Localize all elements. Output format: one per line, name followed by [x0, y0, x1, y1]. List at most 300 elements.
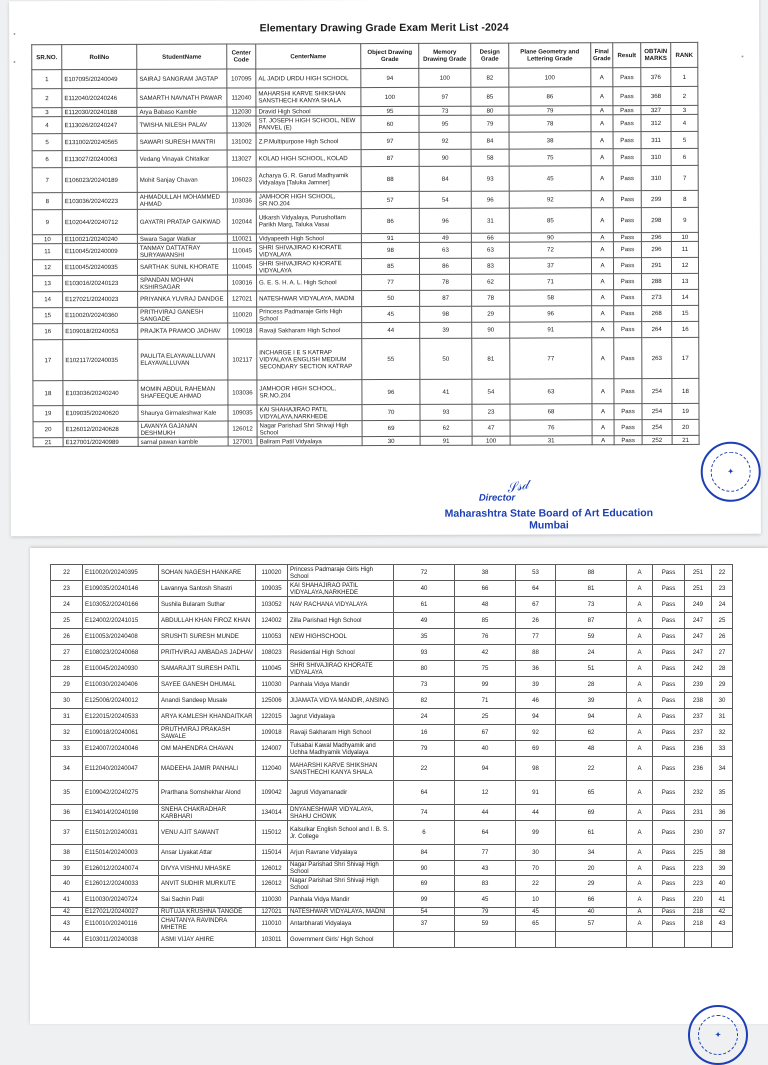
- cell-rank: 5: [671, 131, 698, 148]
- cell-rank: 43: [712, 916, 733, 932]
- table-row: [51, 932, 733, 948]
- cell-srno: 5: [32, 134, 62, 151]
- cell-rank: 34: [712, 757, 733, 781]
- cell-rank: 32: [712, 725, 733, 741]
- cell-obtain-marks: 249: [685, 597, 712, 613]
- merit-table-top: [31, 42, 699, 447]
- cell-rollno: E102044/20240712: [62, 209, 137, 234]
- cell-obtain-marks: 254: [642, 378, 672, 403]
- cell-final-grade: A: [627, 876, 653, 892]
- cell-center-code: 134014: [256, 805, 288, 821]
- cell-obtain-marks: 232: [685, 781, 712, 805]
- cell-plane-geometry: 63: [510, 379, 592, 404]
- cell-center-name: ST. JOSEPH HIGH SCHOOL, NEW PANVEL (E): [256, 116, 361, 133]
- cell-rank: 15: [672, 305, 699, 321]
- table-body-bottom: [51, 565, 733, 948]
- cell-center-code: 110053: [256, 629, 288, 645]
- table-body-top: [32, 67, 699, 446]
- cell-rank: 35: [712, 781, 733, 805]
- cell-center-code: 115012: [256, 821, 288, 845]
- table-row: [51, 805, 733, 821]
- cell-srno: 21: [33, 438, 63, 447]
- cell-center-code: 126012: [256, 861, 288, 876]
- cell-rank: 26: [712, 629, 733, 645]
- cell-object-drawing: [394, 932, 455, 948]
- table-row: [33, 378, 699, 405]
- cell-center-code: 110045: [227, 243, 256, 259]
- cell-final-grade: A: [627, 725, 653, 741]
- cell-rollno: E122015/20240533: [83, 709, 159, 725]
- table-row: [32, 165, 698, 192]
- cell-student-name: SAMARAJIT SURESH PATIL: [159, 661, 256, 677]
- cell-student-name: PRAJKTA PRAMOD JADHAV: [138, 323, 228, 339]
- cell-plane-geometry: [556, 932, 627, 948]
- cell-result: Pass: [614, 436, 642, 445]
- cell-object-drawing: 97: [361, 132, 419, 149]
- cell-result: Pass: [653, 861, 685, 876]
- cell-rank: 38: [712, 845, 733, 861]
- cell-center-code: 110021: [227, 234, 256, 243]
- margin-mark: •: [741, 53, 744, 61]
- cell-memory-drawing: 100: [419, 68, 471, 87]
- cell-memory-drawing: 85: [455, 613, 516, 629]
- cell-rank: 28: [712, 661, 733, 677]
- cell-rank: 1: [671, 67, 698, 86]
- cell-center-name: Vidyapeeth High School: [256, 234, 361, 243]
- table-row: [51, 693, 733, 709]
- cell-student-name: ABDULLAH KHAN FIROZ KHAN: [159, 613, 256, 629]
- cell-design: 45: [516, 908, 556, 916]
- cell-design: 67: [516, 597, 556, 613]
- cell-center-name: NAV RACHANA VIDYALAYA: [288, 597, 394, 613]
- cell-final-grade: A: [627, 613, 653, 629]
- cell-student-name: SARTHAK SUNIL KHORATE: [137, 259, 227, 275]
- cell-student-name: TANMAY DATTATRAY SURYAWANSHI: [137, 243, 227, 259]
- cell-plane-geometry: 29: [556, 876, 627, 892]
- cell-student-name: SPANDAN MOHAN KSHIRSAGAR: [138, 275, 228, 291]
- cell-srno: 2: [32, 89, 62, 108]
- cell-rank: 6: [671, 148, 698, 165]
- cell-obtain-marks: 327: [641, 106, 671, 115]
- cell-result: Pass: [653, 725, 685, 741]
- cell-plane-geometry: 81: [556, 581, 627, 597]
- cell-design: 100: [472, 436, 510, 445]
- cell-final-grade: A: [591, 233, 613, 242]
- col-header-plane-geometry: Plane Geometry and Lettering Grade: [509, 43, 591, 68]
- col-header-rank: RANK: [671, 42, 698, 67]
- cell-obtain-marks: 299: [641, 191, 671, 208]
- cell-plane-geometry: 86: [509, 87, 591, 106]
- cell-result: Pass: [653, 645, 685, 661]
- cell-plane-geometry: 20: [556, 861, 627, 876]
- cell-final-grade: A: [627, 597, 653, 613]
- cell-design: 29: [472, 306, 510, 322]
- cell-center-name: Ravaji Sakharam High School: [288, 725, 394, 741]
- cell-design: 36: [516, 661, 556, 677]
- cell-srno: 26: [51, 629, 83, 645]
- cell-plane-geometry: 58: [510, 290, 592, 306]
- cell-obtain-marks: 368: [641, 87, 671, 106]
- cell-srno: 12: [32, 260, 62, 276]
- cell-final-grade: A: [627, 565, 653, 581]
- cell-srno: 27: [51, 645, 83, 661]
- cell-obtain-marks: 251: [685, 565, 712, 581]
- table-row: [32, 86, 698, 107]
- cell-final-grade: A: [627, 916, 653, 932]
- cell-center-name: Nagar Parishad Shri Shivaji High School: [257, 421, 362, 437]
- cell-memory-drawing: 99: [455, 677, 516, 693]
- cell-rank: 42: [712, 908, 733, 916]
- cell-plane-geometry: 100: [509, 68, 591, 87]
- cell-srno: 11: [32, 244, 62, 260]
- cell-object-drawing: 84: [394, 845, 455, 861]
- cell-center-code: 106023: [227, 167, 256, 192]
- cell-rollno: E131002/20240565: [62, 133, 137, 150]
- cell-plane-geometry: 38: [509, 132, 591, 149]
- cell-object-drawing: 80: [394, 661, 455, 677]
- cell-object-drawing: 96: [362, 379, 420, 404]
- cell-rollno: E112040/20240246: [62, 88, 137, 107]
- cell-result: Pass: [653, 805, 685, 821]
- cell-result: Pass: [613, 68, 641, 87]
- col-header-memory-drawing: Memory Drawing Grade: [419, 43, 471, 68]
- cell-center-code: 103036: [227, 192, 256, 209]
- cell-student-name: MADEEHA JAMIR PANHALI: [159, 757, 256, 781]
- cell-rollno: E113027/20240063: [62, 150, 137, 167]
- table-row: [51, 741, 733, 757]
- cell-plane-geometry: 61: [556, 821, 627, 845]
- table-row: [51, 581, 733, 597]
- cell-final-grade: A: [627, 581, 653, 597]
- cell-rollno: E109035/20240620: [63, 405, 138, 421]
- cell-student-name: Anandi Sandeep Musale: [159, 693, 256, 709]
- cell-student-name: SNEHA CHAKRADHAR KARBHARI: [159, 805, 256, 821]
- cell-final-grade: A: [591, 115, 613, 132]
- cell-plane-geometry: 31: [510, 436, 592, 445]
- cell-obtain-marks: 231: [685, 805, 712, 821]
- cell-memory-drawing: 25: [455, 709, 516, 725]
- cell-object-drawing: 40: [394, 581, 455, 597]
- cell-design: 98: [516, 757, 556, 781]
- cell-obtain-marks: 237: [685, 709, 712, 725]
- cell-plane-geometry: 59: [556, 629, 627, 645]
- cell-plane-geometry: 68: [510, 404, 592, 420]
- cell-obtain-marks: 298: [641, 208, 671, 233]
- cell-memory-drawing: 86: [419, 258, 471, 274]
- cell-student-name: SAWARI SURESH MANTRI: [137, 133, 227, 150]
- cell-rank: 16: [672, 321, 699, 337]
- cell-final-grade: A: [592, 274, 614, 290]
- cell-center-name: AL JADID URDU HIGH SCHOOL: [256, 69, 361, 88]
- cell-object-drawing: 50: [362, 290, 420, 306]
- cell-rank: 29: [712, 677, 733, 693]
- cell-center-name: Acharya G. R. Garud Madhyamik Vidyalaya [Taluka Jamner]: [256, 167, 361, 192]
- cell-rollno: E109035/20240146: [83, 581, 159, 597]
- cell-center-code: 107095: [227, 69, 256, 88]
- cell-memory-drawing: 54: [419, 191, 471, 208]
- cell-obtain-marks: 296: [641, 233, 671, 242]
- cell-rank: 39: [712, 861, 733, 876]
- col-header-obtain-marks: OBTAIN MARKS: [641, 43, 671, 68]
- cell-memory-drawing: 91: [420, 436, 472, 445]
- cell-student-name: SAYEE GANESH DHUMAL: [159, 677, 256, 693]
- cell-srno: 22: [51, 565, 83, 581]
- cell-result: Pass: [653, 876, 685, 892]
- cell-srno: 20: [33, 422, 63, 438]
- cell-object-drawing: 54: [394, 908, 455, 916]
- cell-result: Pass: [653, 565, 685, 581]
- cell-rank: 14: [672, 289, 699, 305]
- cell-obtain-marks: 220: [685, 892, 712, 908]
- cell-object-drawing: 99: [394, 892, 455, 908]
- cell-design: 82: [471, 68, 509, 87]
- cell-plane-geometry: 24: [556, 645, 627, 661]
- cell-rank: 22: [712, 565, 733, 581]
- cell-design: 47: [472, 420, 510, 436]
- cell-center-code: 103011: [256, 932, 288, 948]
- cell-center-name: Z.P.Multipurpose High School: [256, 133, 361, 150]
- cell-plane-geometry: 75: [509, 149, 591, 166]
- cell-student-name: DIVYA VISHNU MHASKE: [159, 861, 256, 876]
- cell-plane-geometry: 28: [556, 677, 627, 693]
- cell-design: 53: [516, 565, 556, 581]
- cell-student-name: TWISHA NILESH PALAV: [137, 116, 227, 133]
- cell-rollno: E110020/20240395: [83, 565, 159, 581]
- cell-object-drawing: 45: [362, 306, 420, 322]
- cell-memory-drawing: 95: [419, 115, 471, 132]
- cell-student-name: sarnal pawan kamble: [138, 437, 228, 446]
- cell-rank: 40: [712, 876, 733, 892]
- cell-center-name: Tulsabai Kawal Madhyamik and Uchha Madhyamik Vidyalaya: [288, 741, 394, 757]
- cell-result: Pass: [613, 166, 641, 191]
- table-row: [32, 67, 698, 88]
- director-label: Director: [478, 492, 516, 504]
- cell-center-code: 112040: [256, 757, 288, 781]
- margin-mark: •: [13, 31, 16, 39]
- cell-srno: 29: [51, 677, 83, 693]
- cell-design: 39: [516, 677, 556, 693]
- cell-center-name: Jagrut Vidyalaya: [288, 709, 394, 725]
- cell-obtain-marks: 223: [685, 876, 712, 892]
- cell-srno: 35: [51, 781, 83, 805]
- cell-rollno: E125006/20240012: [83, 693, 159, 709]
- cell-srno: 31: [51, 709, 83, 725]
- cell-srno: 39: [51, 861, 83, 876]
- cell-result: Pass: [653, 916, 685, 932]
- cell-result: Pass: [653, 892, 685, 908]
- cell-object-drawing: 69: [362, 420, 420, 436]
- cell-rollno: E110021/20240240: [62, 234, 137, 243]
- cell-memory-drawing: 67: [455, 725, 516, 741]
- cell-result: Pass: [614, 379, 642, 404]
- cell-plane-geometry: 71: [510, 274, 592, 290]
- cell-student-name: Prarthana Somshekhar Alond: [159, 781, 256, 805]
- cell-student-name: Lavannya Santosh Shastri: [159, 581, 256, 597]
- cell-obtain-marks: 247: [685, 613, 712, 629]
- cell-memory-drawing: 62: [420, 420, 472, 436]
- cell-center-name: Nagar Parishad Shri Shivaji High School: [288, 876, 394, 892]
- document-title: Elementary Drawing Grade Exam Merit List -2024: [259, 21, 509, 35]
- cell-object-drawing: 73: [394, 677, 455, 693]
- seal-emblem-icon: ✦: [711, 452, 750, 491]
- cell-srno: 14: [33, 292, 63, 308]
- cell-student-name: AHMADULLAH MOHAMMED AHMAD: [137, 192, 227, 209]
- cell-final-grade: A: [627, 661, 653, 677]
- cell-plane-geometry: 79: [509, 106, 591, 115]
- cell-center-name: KAI SHAHAJIRAO PATIL VIDYALAYA,NARKHEDE: [288, 581, 394, 597]
- cell-rank: 10: [671, 232, 698, 241]
- cell-obtain-marks: 252: [642, 435, 672, 444]
- cell-rank: 11: [671, 241, 698, 257]
- cell-rank: 31: [712, 709, 733, 725]
- cell-rollno: E112030/20240188: [62, 107, 137, 116]
- cell-srno: 15: [33, 308, 63, 324]
- cell-memory-drawing: 50: [420, 338, 472, 379]
- cell-design: 92: [516, 725, 556, 741]
- signature: 𝒮𝓈𝒹: [505, 477, 530, 497]
- cell-object-drawing: 74: [394, 805, 455, 821]
- cell-center-name: SHRI SHIVAJIRAO KHORATE VIDYALAYA: [256, 259, 361, 275]
- cell-plane-geometry: 73: [556, 597, 627, 613]
- cell-result: Pass: [653, 821, 685, 845]
- cell-obtain-marks: 310: [641, 166, 671, 191]
- cell-design: 46: [516, 693, 556, 709]
- cell-object-drawing: 24: [394, 709, 455, 725]
- cell-result: Pass: [614, 290, 642, 306]
- cell-srno: 42: [51, 908, 83, 916]
- cell-rollno: E110045/20240935: [62, 259, 137, 275]
- cell-center-code: 102117: [228, 339, 257, 380]
- cell-obtain-marks: [685, 932, 712, 948]
- cell-student-name: MOMIN ABDUL RAHEMAN SHAFEEQUE AHMAD: [138, 380, 228, 405]
- cell-memory-drawing: 43: [455, 861, 516, 876]
- cell-final-grade: A: [627, 677, 653, 693]
- cell-result: Pass: [613, 233, 641, 242]
- cell-student-name: Shaurya Girmaleshwar Kale: [138, 405, 228, 421]
- cell-rank: 24: [712, 597, 733, 613]
- cell-object-drawing: 95: [361, 106, 419, 115]
- cell-obtain-marks: 247: [685, 629, 712, 645]
- cell-final-grade: A: [591, 68, 613, 87]
- cell-final-grade: A: [592, 322, 614, 338]
- cell-design: 94: [516, 709, 556, 725]
- cell-rank: [712, 932, 733, 948]
- table-row: [51, 821, 733, 845]
- cell-srno: 16: [33, 324, 63, 340]
- cell-plane-geometry: 37: [509, 258, 591, 274]
- cell-final-grade: A: [627, 805, 653, 821]
- cell-final-grade: A: [627, 908, 653, 916]
- board-name-line1: Maharashtra State Board of Art Education: [444, 507, 654, 520]
- cell-center-name: DNYANESHWAR VIDYALAYA, SHAHU CHOWK: [288, 805, 394, 821]
- cell-memory-drawing: 49: [419, 233, 471, 242]
- cell-center-name: MAHARSHI KARVE SHIKSHAN SANSTHECHI KANYA SHALA: [288, 757, 394, 781]
- cell-center-name: NATESHWAR VIDYALAYA, MADNI: [257, 291, 362, 307]
- cell-srno: 32: [51, 725, 83, 741]
- cell-student-name: Sai Sachin Patil: [159, 892, 256, 908]
- cell-rank: 9: [671, 207, 698, 232]
- cell-obtain-marks: 296: [641, 242, 671, 258]
- cell-rank: 4: [671, 114, 698, 131]
- cell-rank: 19: [672, 403, 699, 419]
- cell-student-name: PRUTHVIRAJ PRAKASH SAWALE: [159, 725, 256, 741]
- cell-plane-geometry: 69: [556, 805, 627, 821]
- cell-rollno: E102117/20240035: [63, 339, 138, 380]
- cell-srno: 41: [51, 892, 83, 908]
- cell-rank: 20: [672, 419, 699, 435]
- cell-rollno: E109042/20240275: [83, 781, 159, 805]
- cell-center-code: 124002: [256, 613, 288, 629]
- cell-center-name: Princess Padmaraje Girls High School: [288, 565, 394, 581]
- cell-plane-geometry: 39: [556, 693, 627, 709]
- cell-object-drawing: 16: [394, 725, 455, 741]
- cell-rank: 27: [712, 645, 733, 661]
- cell-final-grade: A: [627, 693, 653, 709]
- cell-rank: 36: [712, 805, 733, 821]
- cell-srno: 44: [51, 932, 83, 948]
- table-row: [32, 207, 698, 234]
- cell-center-name: Residential High School: [288, 645, 394, 661]
- cell-center-name: KOLAD HIGH SCHOOL, KOLAD: [256, 150, 361, 167]
- cell-design: 62: [472, 274, 510, 290]
- cell-rank: 33: [712, 741, 733, 757]
- cell-memory-drawing: 92: [419, 132, 471, 149]
- cell-rollno: E113026/20240247: [62, 116, 137, 133]
- cell-result: Pass: [613, 115, 641, 132]
- cell-rollno: E110010/20240116: [83, 916, 159, 932]
- cell-final-grade: A: [627, 709, 653, 725]
- cell-rollno: E124007/20240046: [83, 741, 159, 757]
- col-header-design: Design Grade: [471, 43, 509, 68]
- merit-list-page-2: [30, 548, 768, 1024]
- cell-object-drawing: 86: [361, 208, 419, 233]
- cell-srno: 4: [32, 117, 62, 134]
- cell-final-grade: A: [627, 821, 653, 845]
- table-row: [51, 725, 733, 741]
- cell-memory-drawing: 71: [455, 693, 516, 709]
- board-name-line2: Mumbai: [529, 519, 569, 532]
- cell-memory-drawing: 77: [455, 845, 516, 861]
- cell-result: Pass: [614, 306, 642, 322]
- cell-plane-geometry: 87: [556, 613, 627, 629]
- cell-center-name: NATESHWAR VIDYALAYA, MADNI: [288, 908, 394, 916]
- cell-final-grade: A: [591, 132, 613, 149]
- cell-plane-geometry: 65: [556, 781, 627, 805]
- cell-center-name: SHRI SHIVAJIRAO KHORATE VIDYALAYA: [288, 661, 394, 677]
- cell-student-name: SOHAN NAGESH HANKARE: [159, 565, 256, 581]
- cell-result: Pass: [613, 87, 641, 106]
- cell-final-grade: A: [627, 629, 653, 645]
- cell-srno: 17: [33, 340, 63, 381]
- cell-design: 90: [472, 322, 510, 338]
- cell-memory-drawing: 98: [420, 306, 472, 322]
- cell-student-name: Mohit Sanjay Chavan: [137, 167, 227, 192]
- cell-memory-drawing: 94: [455, 757, 516, 781]
- cell-design: 22: [516, 876, 556, 892]
- cell-plane-geometry: 76: [510, 420, 592, 436]
- cell-object-drawing: 88: [361, 166, 419, 191]
- cell-plane-geometry: 96: [510, 306, 592, 322]
- cell-result: Pass: [653, 677, 685, 693]
- cell-result: Pass: [653, 781, 685, 805]
- cell-plane-geometry: 85: [509, 208, 591, 233]
- cell-center-code: 108023: [256, 645, 288, 661]
- cell-rollno: E110030/20240406: [83, 677, 159, 693]
- cell-center-code: 127021: [228, 291, 257, 307]
- cell-center-name: Antarbharati Vidyalaya: [288, 916, 394, 932]
- cell-plane-geometry: 40: [556, 908, 627, 916]
- cell-rank: 12: [671, 257, 698, 273]
